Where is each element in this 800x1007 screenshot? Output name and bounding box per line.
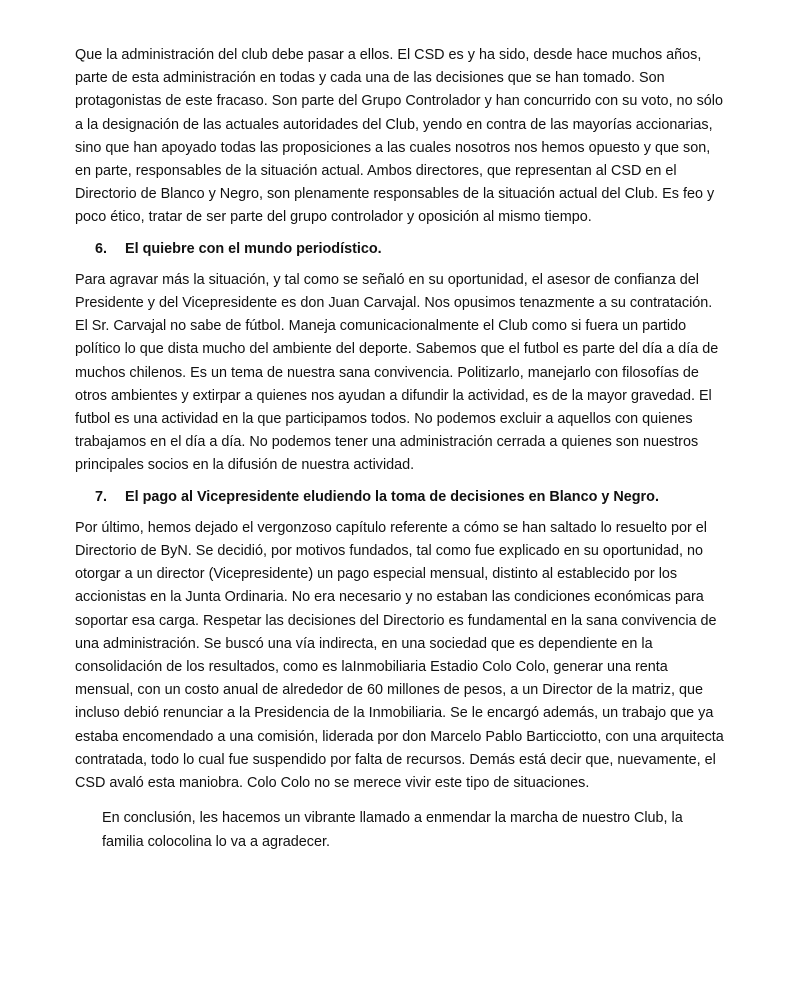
section-6-number: 6. (95, 240, 108, 257)
section-7-heading (95, 486, 728, 509)
section-7-title: El pago al Vicepresidente eludiendo la toma de decisiones en Blanco y Negro. (125, 488, 659, 505)
section-7-number: 7. (95, 488, 108, 505)
conclusion-paragraph: En conclusión, les hacemos un vibrante llamado a enmendar la marcha de nuestro Club, la familia colocolina lo va a agradecer. (102, 810, 683, 850)
section-6-body: Para agravar más la situación, y tal como se señaló en su oportunidad, el asesor de confianza del Presidente y del Vicepresidente es don Juan Carvajal. Nos opusimos tenazmente a su contratación. El Sr. Carvajal no sabe de fútbol. Maneja comunicacionalmente el Club como si fuera un partido político lo que dista mucho del ambiente del deporte. Sabemos que el futbol es parte del día a día de muchos chilenos. Es un tema de nuestra sana convivencia. Politizarlo, manejarlo con filosofías de otros ambientes y extirpar a quienes nos ayudan a difundir la actividad, es de la mayor gravedad. El futbol es una actividad en la que participamos todos. No podemos excluir a aquellos con quienes trabajamos en el día a día. No podemos tener una administración cerrada a quienes son nuestros principales socios en la difusión de nuestra actividad. (75, 271, 719, 474)
section-6-heading (95, 238, 728, 261)
section-6-title: El quiebre con el mundo periodístico. (125, 240, 382, 257)
paragraph-intro: Que la administración del club debe pasar a ellos. El CSD es y ha sido, desde hace muchos años, parte de esta administración en todas y cada una de las decisiones que se han tomado. Son protagonistas de este fracaso. Son parte del Grupo Controlador y han concurrido con su voto, no sólo a la designación de las actuales autoridades del Club, yendo en contra de las mayorías accionarias, sino que han apoyado todas las proposiciones a las cuales nosotros nos hemos opuesto y que son, en parte, responsables de la situación actual. Ambos directores, que representan al CSD en el Directorio de Blanco y Negro, son plenamente responsables de la situación actual del Club. Es feo y poco ético, tratar de ser parte del grupo controlador y oposición al mismo tiempo. (75, 47, 723, 226)
section-7-body: Por último, hemos dejado el vergonzoso capítulo referente a cómo se han saltado lo resuelto por el Directorio de ByN. Se decidió, por motivos fundados, tal como fue explicado en su oportunidad, no otorgar a un director (Vicepresidente) un pago especial mensual, distinto al establecido por los accionistas en la Junta Ordinaria. No era necesario y no estaban las condiciones económicas para soportar esa carga. Respetar las decisiones del Directorio es fundamental en la sana convivencia de una administración. Se buscó una vía indirecta, en una sociedad que es dependiente en la consolidación de los resultados, como es laInmobiliaria Estadio Colo Colo, generar una renta mensual, con un costo anual de alrededor de 60 millones de pesos, a un Director de la matriz, que incluso debió renunciar a la Presidencia de la Inmobiliaria. Se le encargó además, un trabajo que ya estaba encomendado a una comisión, liderada por don Marcelo Pablo Barticciotto, con una arquitecta contratada, todo lo cual fue suspendido por falta de recursos. Demás está decir que, nuevamente, el CSD avaló esta maniobra. Colo Colo no se merece vivir este tipo de situaciones. (75, 519, 724, 792)
